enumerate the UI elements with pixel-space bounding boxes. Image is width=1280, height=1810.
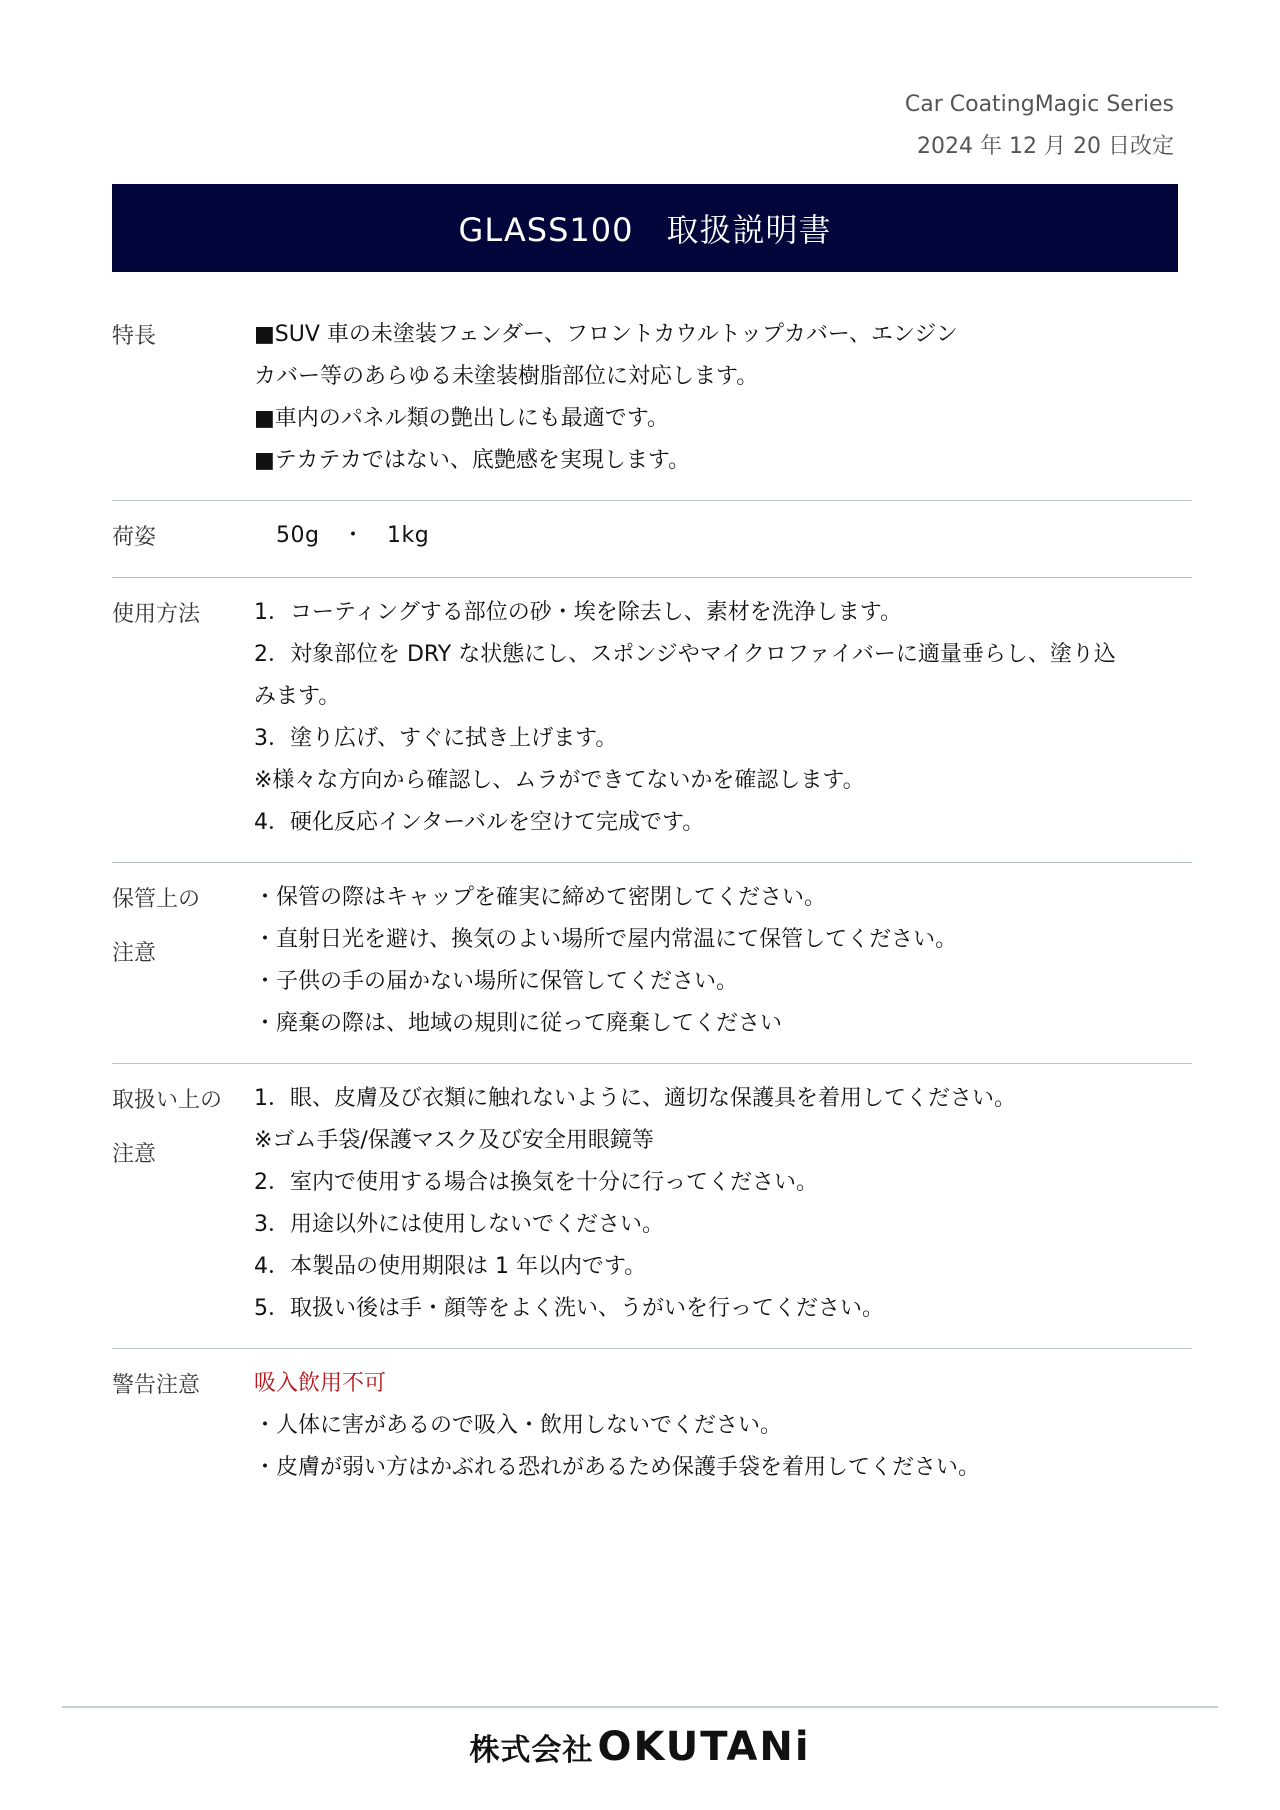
feature-line: ■テカテカではない、底艶感を実現します。 xyxy=(254,448,691,473)
section-packaging xyxy=(112,501,1192,578)
section-content xyxy=(254,1363,1192,1489)
storage-item: ・直射日光を避け、換気のよい場所で屋内常温にて保管してください。 xyxy=(254,927,958,952)
package-sizes: 50g ・ 1kg xyxy=(276,523,430,548)
footer-divider xyxy=(62,1706,1218,1708)
section-content xyxy=(254,515,1192,559)
warning-item: ・人体に害があるので吸入・飲用しないでください。 xyxy=(254,1413,783,1438)
section-label: 荷姿 xyxy=(112,525,157,550)
section-label-line: 保管上の xyxy=(112,887,201,912)
section-content xyxy=(254,592,1192,844)
handling-item: 1．眼、皮膚及び衣類に触れないように、適切な保護具を着用してください。 xyxy=(254,1086,1016,1111)
section-label-line: 注意 xyxy=(112,941,157,966)
title-bar xyxy=(112,184,1178,272)
section-content xyxy=(254,314,1192,482)
storage-item: ・保管の際はキャップを確実に締めて密閉してください。 xyxy=(254,885,827,910)
feature-line: ■車内のパネル類の艶出しにも最適です。 xyxy=(254,406,670,431)
section-label-line: 取扱い上の xyxy=(112,1088,223,1113)
section-label: 警告注意 xyxy=(112,1373,201,1398)
section-features xyxy=(112,300,1192,501)
section-label: 使用方法 xyxy=(112,602,201,627)
company-name-jp: 株式会社 xyxy=(469,1733,594,1768)
storage-item: ・子供の手の届かない場所に保管してください。 xyxy=(254,969,739,994)
document-title: GLASS100 取扱説明書 xyxy=(458,211,832,249)
section-label: 特長 xyxy=(112,324,157,349)
revision-date: 2024 年 12 月 20 日改定 xyxy=(917,134,1174,159)
handling-item: 3．用途以外には使用しないでください。 xyxy=(254,1212,664,1237)
header-meta xyxy=(905,84,1174,168)
section-storage xyxy=(112,863,1192,1064)
section-label xyxy=(112,1078,254,1330)
feature-line: カバー等のあらゆる未塗装樹脂部位に対応します。 xyxy=(254,364,759,389)
feature-line: ■SUV 車の未塗装フェンダー、フロントカウルトップカバー、エンジン xyxy=(254,322,958,347)
section-label-line: 注意 xyxy=(112,1142,157,1167)
section-usage xyxy=(112,578,1192,863)
section-content xyxy=(254,877,1192,1045)
sections xyxy=(112,300,1192,1507)
usage-step: 2．対象部位を DRY な状態にし、スポンジやマイクロファイバーに適量垂らし、塗り込 xyxy=(254,642,1116,667)
section-label xyxy=(112,877,254,1045)
handling-note: ※ゴム手袋/保護マスク及び安全用眼鏡等 xyxy=(254,1128,654,1153)
usage-step: 1．コーティングする部位の砂・埃を除去し、素材を洗浄します。 xyxy=(254,600,903,625)
section-handling xyxy=(112,1064,1192,1349)
series-name: Car CoatingMagic Series xyxy=(904,92,1174,117)
company-logo xyxy=(0,1724,1280,1770)
usage-step: 3．塗り広げ、すぐに拭き上げます。 xyxy=(254,726,618,751)
usage-step: 4．硬化反応インターバルを空けて完成です。 xyxy=(254,810,705,835)
handling-item: 5．取扱い後は手・顔等をよく洗い、うがいを行ってください。 xyxy=(254,1296,884,1321)
usage-step: みます。 xyxy=(254,684,341,709)
storage-item: ・廃棄の際は、地域の規則に従って廃棄してください xyxy=(254,1011,783,1036)
section-warning xyxy=(112,1349,1192,1507)
warning-headline: 吸入飲用不可 xyxy=(254,1371,387,1396)
usage-note: ※様々な方向から確認し、ムラができてないかを確認します。 xyxy=(254,768,865,793)
handling-item: 2．室内で使用する場合は換気を十分に行ってください。 xyxy=(254,1170,818,1195)
company-name-en: OKUTANi xyxy=(597,1724,811,1770)
warning-item: ・皮膚が弱い方はかぶれる恐れがあるため保護手袋を着用してください。 xyxy=(254,1455,981,1480)
handling-item: 4．本製品の使用期限は 1 年以内です。 xyxy=(254,1254,647,1279)
section-content xyxy=(254,1078,1192,1330)
